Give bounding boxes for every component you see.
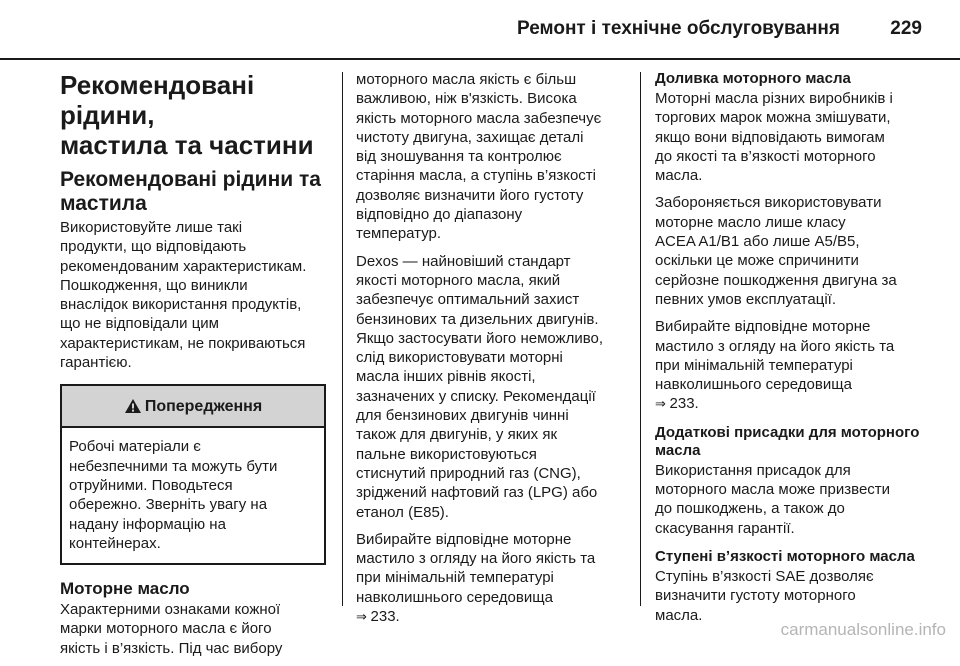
paragraph: Вибирайте відповідне моторне мастило з огляду на його якість та при мінімальній температурі навколишнього середовища: [655, 318, 895, 394]
column-divider: [342, 72, 343, 606]
forbid-paragraph: Забороняється використовувати моторне масло лише класу ACEA A1/B1 або лише A5/B5, оскільки це може спричинити серйозне пошкодження двигуна за певних умов експлуатації.: [655, 194, 897, 308]
column-left: [60, 70, 330, 666]
viscosity-heading: Ступені в’язкості моторного масла: [655, 547, 915, 565]
paragraph: Вибирайте відповідне моторне мастило з огляду на його якість та при мінімальній температурі навколишнього середовища: [356, 530, 596, 606]
warning-box: [60, 384, 326, 565]
arrow-reference-icon: ⇒: [356, 609, 371, 625]
section-title: Рекомендовані рідини, мастила та частини: [60, 70, 314, 160]
engine-oil-heading: Моторне масло: [60, 579, 190, 599]
additives-paragraph: Використання присадок для моторного масла може призвести до пошкоджень, а також до скасування гарантії.: [655, 461, 891, 537]
subsection-title: Рекомендовані рідини та мастила: [60, 168, 321, 215]
intro-paragraph: Використовуйте лише такі продукти, що відповідають рекомендованим характеристикам. Пошкодження, що виникли внаслідок використання продуктів, що не відповідали цим характеристикам, не покриваються гарантією.: [60, 219, 307, 372]
arrow-reference-icon: ⇒: [655, 396, 670, 412]
additives-heading: Додаткові присадки для моторного масла: [655, 423, 920, 459]
page-number: 229: [890, 18, 922, 39]
topup-heading: Доливка моторного масла: [655, 70, 851, 87]
warning-title: Попередження: [144, 397, 263, 415]
dexos-paragraph: Dexos — найновіший стандарт якості моторного масла, який забезпечує оптимальний захист бензинових та дизельних двигунів. Якщо застосувати його неможливо, слід використовувати моторні масла інших рівнів якості, зазначених у списку. Рекомендації для бензинових двигунів чинні також для двигунів, у яких як пальне використовуються стиснутий природний газ (CNG), зріджений нафтовий газ (LPG) або етанол (E85).: [356, 252, 604, 521]
topup-paragraph: Моторні масла різних виробників і торгових марок можна змішувати, якщо вони відповідають вимогам до якості та в’язкості моторного масла.: [655, 90, 893, 185]
warning-text: Робочі матеріали є небезпечними та можуть бути отруйними. Поводьтеся обережно. Зверніть увагу на надану інформацію на контейнерах.: [69, 438, 278, 552]
column-right: [655, 70, 925, 633]
warning-triangle-icon: [124, 398, 142, 414]
watermark: carmanualsonline.info: [780, 620, 946, 639]
header-rule: [0, 58, 960, 60]
viscosity-paragraph: Ступінь в’язкості SAE дозволяє визначити густоту моторного масла.: [655, 567, 874, 624]
column-middle: [356, 70, 628, 634]
paragraph: моторного масла якість є більш важливою, ніж в'язкість. Висока якість моторного масла забезпечує чистоту двигуна, захищає деталі від зношування та контролює старіння масла, а ступінь в’язкості дозволяє визначити його густоту відповідно до діапазону температур.: [356, 71, 602, 243]
engine-oil-paragraph: Характерними ознаками кожної марки моторного масла є його якість і в’язкість. Під час вибору: [60, 601, 283, 657]
warning-header: [62, 386, 324, 428]
page-header: [0, 18, 960, 48]
page-reference[interactable]: ⇒ 233.: [655, 395, 699, 413]
running-title: Ремонт і технічне обслуговування: [517, 18, 840, 39]
page-reference[interactable]: ⇒ 233.: [356, 608, 400, 626]
column-divider: [640, 72, 641, 606]
